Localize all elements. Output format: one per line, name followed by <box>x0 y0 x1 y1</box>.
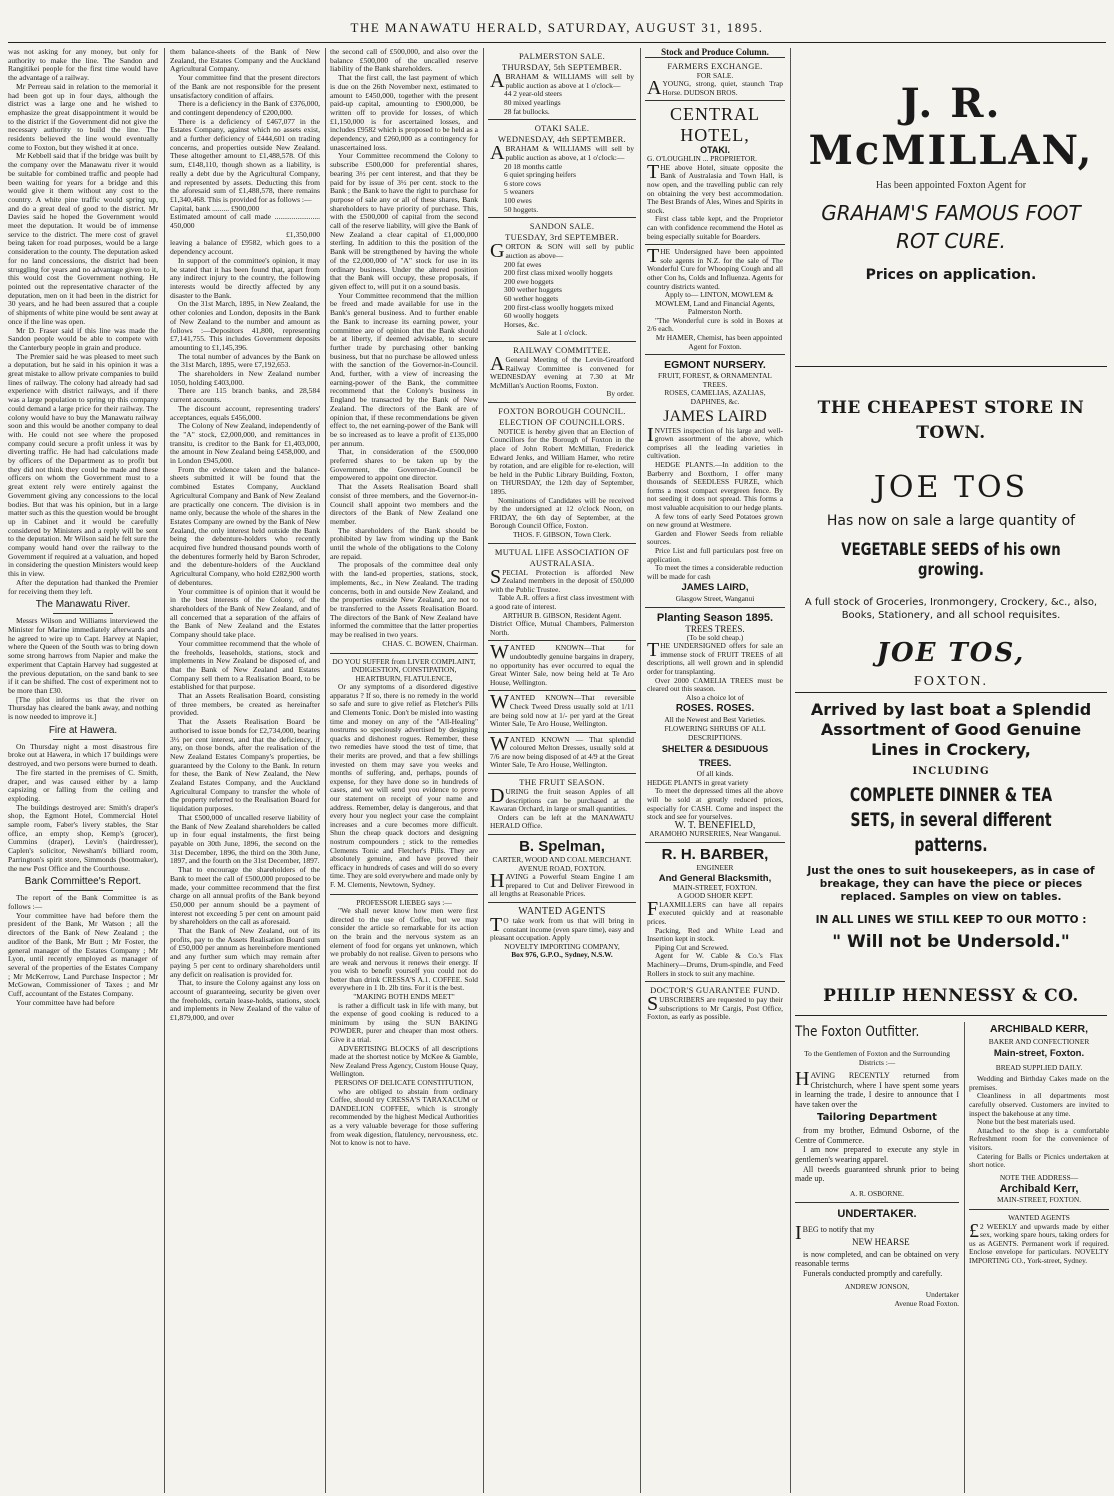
paragraph: [The pilot informs us that the river on Thursday has cleared the bank away, and nothing is now needed to improve it.] <box>8 694 158 722</box>
ad-heading: B. Spelman, <box>519 838 605 856</box>
ad-heading: DOCTOR'S GUARANTEE FUND. <box>650 985 780 996</box>
ad-subheading: NEW HEARSE <box>852 1237 910 1248</box>
signature: CHAS. C. BOWEN, Chairman. <box>382 638 478 648</box>
ad-body: All the Newest and Best Varieties. <box>664 715 766 725</box>
ad-subheading: Has now on sale a large quantity of <box>826 513 1076 529</box>
ad-body: Cleanliness in all departments most carefully observed. Customers are invited to inspect the bakehouse at any time. <box>969 1091 1109 1118</box>
masthead-rule <box>8 42 1106 43</box>
ad-subheading: FRUIT, FOREST, & ORNAMENTAL TREES. <box>658 371 772 389</box>
ad-product: VEGETABLE SEEDS of his own growing. <box>841 540 1061 580</box>
paragraph: them balance-sheets of the Bank of New Zealand, the Estates Company and the Auckland Agricultural Company. <box>170 48 320 74</box>
ad-heading: WANTED AGENTS <box>518 906 606 917</box>
ad-whooping-cough-cure <box>645 244 785 354</box>
ad-body: FLAXMILLERS can have all repairs executed quickly and at reasonable prices. <box>647 897 783 926</box>
ad-heading: The Foxton Outfitter. <box>795 1024 920 1040</box>
ad-body: First class table kept, and the Proprietor can with confidence recommend the Hotel as being especially suitable for Boarders. <box>647 214 783 241</box>
ad-heading: ARCHIBALD KERR, <box>990 1023 1088 1035</box>
divider <box>795 1202 959 1203</box>
ad-body: To the Gentlemen of Foxton and the Surrounding Districts :— <box>804 1049 950 1067</box>
ad-body: WANTED KNOWN — That splendid coloured Melton Dresses, usually sold at 7/6 are now being disposed of at 4/9 at the Great Winter Sale, Te Aro House, Wellington. <box>490 732 634 770</box>
ad-body: Garden and Flower Seeds from reliable sources. <box>647 528 783 547</box>
paragraph: There are 115 branch banks, and 28,584 current accounts. <box>170 386 320 405</box>
ad-body: Or any symptoms of a disordered digestive apparatus ? If so, there is no remedy in the world so safe and sure to give relief as Fletcher's Pills and Clements Tonic. Don't be misled into wasting time and money on any of the "All-Healing" nostrums so speciously advertised by designing quacks and dishonest rogues. Remember, these two remedies have stood the test of time, that their merits are proved, and that a few shillings invested on them may save you weeks and months of suffering, and, perhaps, pounds of expense, for they have done so in hundreds of cases, and we will send you evidence to prove our statement on receipt of your name and address. Remember, delay is dangerous, and that every hour you neglect your case the complaint increases and a cure becomes more difficult. Shun the cheap quack doctors and designing nostrum compounders ; stick to the remedies Clements Tonic and Fletcher's Pills. They are absolutely genuine, and have proved their efficacy in hundreds of cases and will do so every time. They are sold everywhere and made only by F. M. Clements, Newtown, Sydney. <box>330 682 478 889</box>
paragraph: Messrs Wilson and Williams interviewed the Minister for Marine immediately afterwards and he agreed to wire up to Capt. Harvey at Napier, where the Queen of the South was to bring down some strong harrows from Napier and make the experiment that Captain Harvey had suggested at the previous deputation, on the sand bank to see if it can be shifted. The cost of experiment not to be more than £30. <box>8 616 158 695</box>
ad-farmers-exchange <box>645 57 785 101</box>
paragraph: Mr D. Fraser said if this line was made the Sandon people would be able to compete with the Canterbury people in grain and produce. <box>8 325 158 352</box>
ad-body: I am now prepared to execute any style in gentlemen's wearing apparel. <box>795 1145 959 1165</box>
ad-planting-season <box>645 607 785 842</box>
ad-price: Prices on application. <box>865 267 1037 283</box>
ad-fruit-season <box>488 773 636 834</box>
paragraph: That, to insure the Colony against any loss on account of guaranteeing, security be given over the freeholds, certain lease-holds, stations, stock and implements in New Zealand of the value of £1,879,000, and over <box>170 978 320 1023</box>
signature: By order. <box>606 389 634 399</box>
paragraph: On Thursday night a most disastrous fire broke out at Hawera, in which 17 buildings were destroyed, and two persons were burned to death. <box>8 741 158 769</box>
ad-subheading: And General Blacksmith, <box>658 872 772 884</box>
ad-address: AVENUE ROAD, FOXTON. <box>518 863 606 873</box>
ad-body: SUBSCRIBERS are requested to pay their subscriptions to Mr Cargis, Post Office, Foxton, as early as possible. <box>647 993 783 1022</box>
ad-motto: " Will not be Undersold." <box>832 932 1070 952</box>
capital-total: £1,350,000 <box>286 229 320 239</box>
paragraph: Your committee have had before <box>16 997 115 1007</box>
paragraph: The Colony of New Zealand, independently of the "A" stock, £2,000,000, and remittances in transitu, is creditor to the Bank for £1,403,000, the amount in New Zealand being £458,000, and in London £945,000. <box>170 421 320 466</box>
ad-heading: UNDERTAKER. <box>837 1208 917 1221</box>
ad-body: Over 2000 CAMELIA TREES must be cleared out this season. <box>647 675 783 694</box>
paragraph: That an Assets Realisation Board, consisting of three members, be created as hereinafter provided. <box>170 691 320 718</box>
ad-body: HAVING a Powerful Steam Engine I am prepared to Cut and Deliver Firewood in all lengths at Reasonable Prices. <box>490 870 634 899</box>
list-item: 60 wether hoggets <box>504 293 559 303</box>
column-rule <box>164 48 165 1493</box>
paragraph: The discount account, representing traders' acceptances, equals £456,000. <box>170 403 320 422</box>
divider <box>53 613 113 614</box>
column-rule <box>964 1022 965 1493</box>
ad-address: MAIN-STREET, FOXTON. <box>996 1195 1082 1205</box>
signature: THOS. F. GIBSON, Town Clerk. <box>512 530 612 539</box>
paragraph: Your Committee recommend the Colony to subscribe £500,000 for preferential shares, bearing 3½ per cent interest, and that they be paid for by issue of 3½ per cent. stock to the Bank ; the Bank to have the right to purchase for purpose of sale any or all of these shares, Bank shareholders to have priority of purchase. This, with the £500,000 of capital from the second call of the reserve liability, will give the Bank of New Zealand a clear capital of £1,000,000 sterling. In addition to this the position of the Bank will be strengthened by having the whole of the £2,000,000 of "A" stock for use in its ordinary business. Under the altered position that the Bank will occupy, these proposals, if given effect to, will put it on a sound basis. <box>330 151 478 291</box>
ad-body: is rather a difficult task in life with many, but the expense of good cooking is reduced to a minimum by using the SUN BAKING POWDER, purer and cheaper than most others. Give it a trial. <box>330 1000 478 1045</box>
ad-heading: Planting Season 1895. <box>656 611 774 624</box>
ad-heading: FARMERS EXCHANGE. <box>667 60 763 71</box>
ad-date: WEDNESDAY, 4th SEPTEMBER. <box>498 134 626 145</box>
ad-body: AYOUNG, strong, quiet, staunch Trap Horse. DUDSON BROS. <box>647 77 783 100</box>
paragraph: The shareholders in New Zealand number 1050, holding £403,000. <box>170 369 320 387</box>
list-item: 28 fat bullocks. <box>504 106 550 116</box>
ad-body: Orders can be left at the MANAWATU HERALD Office. <box>490 812 634 831</box>
ad-heading: PERSONS OF DELICATE CONSTITUTION, <box>334 1078 474 1088</box>
ad-heading: CENTRAL HOTEL, <box>670 104 760 146</box>
paragraph: Your committee find that the present directors of the Bank are not responsible for the present unsatisfactory condition of affairs. <box>170 73 320 100</box>
ad-body: from my brother, Edmund Osborne, of the Centre of Commerce. <box>795 1126 959 1145</box>
ad-body: Packing, Red and White Lead and Insertion kept in stock. <box>647 925 783 944</box>
divider <box>53 739 113 740</box>
paragraph: That £500,000 of uncalled reserve liability of the Bank of New Zealand shareholders be called up in four equal instalments, the first being payable on 30th June, 1896, the second on the 31st December, 1896, the third on the 30th June, 1897, and the fourth on the 31st December, 1897. <box>170 812 320 866</box>
ad-heading: JOE TOS <box>873 470 1029 505</box>
list-item: 60 woolly hoggets <box>504 311 559 321</box>
masthead-title: THE MANAWATU HERALD, SATURDAY, AUGUST 31, 1895. <box>350 20 764 35</box>
ad-subheading: FOR SALE. <box>696 70 734 80</box>
ad-address: District Office, Mutual Chambers, Palmerston North. <box>490 619 634 637</box>
ad-heading: SHELTER & DESIDUOUS TREES. <box>661 744 769 769</box>
paragraph: That, in consideration of the £500,000 preferred shares to be taken up by the Government, the Governor-in-Council be empowered to appoint one director. <box>330 447 478 483</box>
paragraph: There is a deficiency in the Bank of £376,000, and contingent dependency of £200,000. <box>170 99 320 117</box>
list-item: 5 weaners <box>504 187 534 197</box>
ad-rh-barber <box>645 842 785 981</box>
paragraph: The total number of advances by the Bank on the 31st March, 1895, were £7,192,653. <box>170 351 320 370</box>
divider <box>795 1015 1107 1016</box>
ad-body: THE Undersigned have been appointed sole agents in N.Z. for the sale of The Wonderful Cure for Whooping Cough and all other Con hs, Colds and Influenza. Agents for country districts wanted. <box>647 245 783 291</box>
ad-proprietor: G. O'LOUGHLIN ... PROPRIETOR. <box>647 154 758 164</box>
column-1 <box>8 48 158 1493</box>
paragraph: From the evidence taken and the balance-sheets submitted it will be found that the combined Estates Company, Auckland Agricultural Company and Bank of New Zealand are practically one concern. The division is in name only, because the whole of the shares in the Estates Company are owned by the Bank of New Zealand, the only interest held outside the Bank being the debenture-holders who recently acquired five hundred thousand pounds worth of the debentures formerly held by Baron Schroder, and the debenture-holders of the Auckland Agricultural Company, who hold £282,900 worth of debentures. <box>170 464 320 587</box>
ad-body: Also a choice lot of <box>686 692 744 702</box>
paragraph: That to encourage the shareholders of the Bank to meet the call of £500,000 proposed to be made, your committee recommend that the first charge on all annual profits of the Bank beyond £50,000 per annum should be a payment of interest not exceeding 5 per cent on amount paid by shareholders on the call as aforesaid. <box>170 865 320 927</box>
ad-heading: RAILWAY COMMITTEE. <box>513 344 611 355</box>
paragraph: The report of the Bank Committee is as follows :— <box>8 893 158 911</box>
ad-otaki-sale <box>488 119 636 217</box>
column-3 <box>330 48 478 1493</box>
divider <box>330 653 478 654</box>
divider <box>795 366 1107 367</box>
column-rule <box>483 48 484 1493</box>
ad-body: Wedding and Birthday Cakes made on the premises. <box>969 1074 1109 1092</box>
ad-body: None but the best materials used. <box>977 1117 1076 1127</box>
paragraph: The buildings destroyed are: Smith's draper's shop, the Egmont Hotel, Commercial Hotel sample room, Faber's livery stables, the Star office, an empty shop, Kemp's (grocer), Cummins (draper), Levin's (hairdresser), Caplen's solicitor, Newsham's billiard room, Parrington's spirit store, Simmonds (bootmaker), the new Post Office and the Courthouse. <box>8 802 158 873</box>
ad-archibald-kerr <box>969 1022 1109 1493</box>
ad-foxton-borough-council <box>488 402 636 543</box>
ad-body: Apply to— LINTON, MOWLEM & MOWLEM, Land and Financial Agents, Palmerston North. <box>655 290 775 317</box>
list-item: 200 fat ewes <box>504 259 542 269</box>
ad-heading: JAMES LAIRD <box>663 407 767 425</box>
ad-body: Attached to the shop is a comfortable Refreshment room for the convenience of visitors. <box>969 1125 1109 1152</box>
heading-fire-at-hawera: Fire at Hawera. <box>48 724 118 736</box>
ad-body: HEDGE PLANTS.—In addition to the Barberry and Boxthorn, I offer many thousands of SEEDLESS FURZE, which forms a most compact evergreen fence. By not seeding it does not spread. This forms a most valuable acquisition to our hedge plants. <box>647 460 783 512</box>
article-intro: was not asking for any money, but only for authority to make the line. The Sandon and Rangitikei people for the first time would have the advantage of a railway. <box>8 48 158 83</box>
signature: A. R. OSBORNE. <box>849 1188 904 1198</box>
column-5 <box>645 48 785 1493</box>
ad-date: TUESDAY, 3rd SEPTEMBER. <box>505 232 619 243</box>
ad-body: HEDGE PLANTS in great variety <box>647 777 749 787</box>
ad-body: To meet the times a considerable reduction will be made for cash <box>647 563 783 581</box>
ad-address: Box 976, G.P.O., Sydney, N.S.W. <box>511 950 613 960</box>
ad-body: A full stock of Groceries, Ironmongery, Crockery, &c., also, Books, Stationery, and all school requisites. <box>804 597 1098 621</box>
ad-address: Main-street, Foxton. <box>993 1047 1085 1059</box>
paragraph: Your committee have had before them the president of the Bank, Mr Watson ; all the directors of the Bank of New Zealand ; the auditor of the Bank, Mr Butt ; Mr Foster, the general manager of the Estates Company ; Mr Lyon, until recently employed as manager of several of the properties of the Estates Company ; Mr McKerrow, Land Purchase Inspector ; Mr McGowan, Commissioner of Taxes ; and Mr Cuff, accountant of the Estates Company. <box>8 910 158 999</box>
ad-body: Price List and full particulars post free on application. <box>647 545 783 564</box>
ad-footer: Sale at 1 o'clock. <box>536 328 588 338</box>
ad-heading: J. R. McMILLAN, <box>808 80 1094 174</box>
ad-product: GRAHAM'S FAMOUS FOOT ROT CURE. <box>821 201 1081 253</box>
ad-heading: SANDON SALE. <box>529 221 595 232</box>
list-item: 200 first-class woolly hoggets mixed <box>504 302 614 312</box>
ad-body: Nominations of Candidates will be received by the undersigned at 12 o'clock Noon, on FRIDAY, the 6th day of September, at the Borough Council Office, Foxton. <box>490 495 634 531</box>
paragraph: That the Assets Realisation Board shall consist of three members, and the Governor-in-Council shall appoint two members and the directors of the Bank of New Zealand one member. <box>330 482 478 526</box>
ad-body: SPECIAL Protection is afforded New Zealand members in the deposit of £50,000 with the Public Trustee. <box>490 565 634 594</box>
ad-heading: PALMERSTON SALE. <box>518 51 606 61</box>
ad-subheading: ROSES, CAMELIAS, AZALIAS, DAPHNES, &c. <box>664 388 766 407</box>
paragraph: The shareholders of the Bank should be prohibited by law from winding up the Bank until the whole of the obligations to the Colony are repaid. <box>330 525 478 561</box>
list-item: 20 18 months cattle <box>504 161 563 171</box>
ad-body: A GOOD SHOER KEPT. <box>677 891 753 901</box>
ad-body: Piping Cut and Screwed. <box>655 942 729 952</box>
signature: ARTHUR B. GIBSON, Resident Agent. <box>502 610 622 620</box>
ad-jr-mcmillan <box>795 80 1107 283</box>
signature: Archibald Kerr, <box>999 1183 1079 1196</box>
paragraph: Your committee recommend that the whole of the freeholds, leaseholds, stations, stock and implements in New Zealand be disposed of, and that the Bank of New Zealand and Estates Company sell them to a Realisation Board, to be established for that purpose. <box>170 638 320 692</box>
paragraph: After the deputation had thanked the Premier for receiving them they left. <box>8 577 158 596</box>
ad-heading: WANTED AGENTS <box>1008 1212 1070 1222</box>
ad-body: THE above Hotel, situate opposite the Bank of Australasia and Town Hall, is now open, and the travelling public can rely on obtaining the very best accommodation. The Best Brands of Ales, Wines and Spirits in stock. <box>647 160 783 215</box>
paragraph: Mr Kebbell said that if the bridge was built by the company over the Manawatu river it would be suitable for combined traffic and people had been waiting for years for a bridge and this would give it them without any cost to the country. A white pine traffic would spring up, and do a great deal of good to the district. Mr Davies said he hoped the Government would meet the deputation. It would be of immense service to the district. The mere cost of gravel being taken for road purposes, would be a large consideration to the county. The deputation asked for no land concessions, the district had been struggling for years and no advantage given to it, this would cost the Government nothing. He pointed out the representative character of the deputation, men on it had been in the district for 30 years, and he had been assured that a couple of shipments of white pine would be sent away at once if the line was open. <box>8 151 158 326</box>
signature: JOE TOS, <box>876 638 1026 668</box>
ad-subheading: TREES TREES. <box>685 623 745 634</box>
ad-heading: ROSES. ROSES. <box>675 703 755 715</box>
ad-body: Undertaker <box>925 1290 959 1300</box>
ad-heading: OTAKI SALE. <box>534 123 590 134</box>
masthead <box>0 0 1114 46</box>
capital-line: Capital, bank ......... £900,000 <box>170 203 260 213</box>
ad-subheading: ELECTION OF COUNCILLORS. <box>499 416 625 427</box>
ad-address: Avenue Road Foxton. <box>894 1298 959 1308</box>
paragraph: The fire started in the premises of C. Smith, draper, and was caused either by a lamp capsizing or falling from the ceiling and exploding. <box>8 767 158 803</box>
ad-body: Funerals conducted promptly and carefully. <box>803 1268 943 1278</box>
ad-body: Catering for Balls or Picnics undertaken at short notice. <box>969 1151 1109 1170</box>
ad-subheading: ENGINEER <box>696 863 734 872</box>
paragraph: Mr Perreau said in relation to the memorial it had been got up in four days, although the district was a large one and he wished to emphasize the great disappointment it would be to the district if the Government did not give the necessary authority to build the line. The residents believed the line would eventually come to Foxton, but they wished it at once. <box>8 81 158 152</box>
paragraph: That the Bank of New Zealand, out of its profits, pay to the Assets Realisation Board sum of £50,000 per annum as hereinbefore mentioned and any further sum which may remain after paying 5 per cent to ordinary shareholders until any deficit on realisation is provided for. <box>170 926 320 979</box>
ad-heading: MUTUAL LIFE ASSOCIATION OF AUSTRALASIA. <box>494 546 630 568</box>
capital-line: Estimated amount of call made ........................ 450,000 <box>170 212 320 231</box>
ad-body: WANTED KNOWN—That for undoubtedly genuine bargains in drapery, no opportunity has ever occurred to equal the Great Winter Sale, now being held at Te Aro House, Wellington. <box>490 641 634 687</box>
paragraph: In support of the committee's opinion, it may be stated that it has been found that, apart from any indirect injury to the country, the following interests would be directly affected by any disaster to the Bank. <box>170 255 320 300</box>
ad-body: who are obliged to abstain from ordinary Coffee, should try CRESSA'S TARAXACUM or DANDELION COFFEE, which is strongly recommended by the highest Medical Authorities as a very valuable beverage for those suffering from weak digestion, flatulency, nervousness, etc. Not to know is not to have. <box>330 1086 478 1148</box>
ad-heading: Arrived by last boat a Splendid Assortment of Good Genuine Lines in Crockery, <box>810 700 1092 759</box>
list-item: 50 hoggets. <box>504 204 539 214</box>
ad-subheading: CARTER, WOOD AND COAL MERCHANT. <box>492 855 632 865</box>
ad-philip-hennessy <box>795 700 1107 1006</box>
ad-body: GORTON & SON will sell by public auction as above— <box>490 240 634 263</box>
column-rule <box>325 48 326 1493</box>
paragraph: That the first call, the last payment of which is due on the 26th November next, estimated to amount to £450,000, together with the present paid-up capital, amounting to £900,000, be written off to provide for losses, of which £1,150,000 is for ascertained losses, and includes £9582 which is proposed to be held as a dependency, and £260,000 as a contingency for unascertained loss. <box>330 73 478 152</box>
ad-subheading: BAKER AND CONFECTIONER <box>988 1037 1090 1046</box>
column-rule <box>640 48 641 1493</box>
ad-sandon-sale <box>488 217 636 341</box>
ad-egmont-nursery <box>645 354 785 607</box>
list-item: 300 wether hoggets <box>504 285 562 295</box>
ad-body: Table A.R. offers a first class investment with a good rate of interest. <box>490 593 634 611</box>
ad-body: IN ALL LINES WE STILL KEEP TO OUR MOTTO : <box>815 914 1087 926</box>
ad-product: COMPLETE DINNER & TEA SETS, in several different patterns. <box>849 784 1053 856</box>
ad-subheading: Tailoring Department <box>817 1111 937 1123</box>
heading-bank-committee: Bank Committee's Report. <box>24 876 142 888</box>
list-item: 200 ewe hoggets <box>504 276 554 286</box>
list-item: 80 mixed yearlings <box>504 98 561 107</box>
ad-wanted-known-2 <box>488 690 636 731</box>
ad-subheading: Has been appointed Foxton Agent for <box>875 180 1027 191</box>
ad-body: TO take work from us that will bring in constant income (even spare time), easy and pleasant occupation. Apply <box>490 914 634 943</box>
paragraph: That the Assets Realisation Board be authorised to issue bonds for £2,734,000, bearing 3½ per cent interest, and that the deficiency, if any, on those bonds, after the realisation of the New Zealand Estates Company's properties, be guaranteed by the Colony to the Bank. In return for these, the Bank of New Zealand, the New Zealand Estates Company, and the Auckland Agricultural Company to transfer the whole of the property referred to the Realisation Board for liquidation purposes. <box>170 717 320 814</box>
ad-body: DURING the fruit season Apples of all descriptions can be purchased at the Kawaran Orchard, in large or small quantities. <box>490 785 634 814</box>
divider <box>969 1209 1109 1210</box>
ad-heading: EGMONT NURSERY. <box>664 359 766 372</box>
ad-body: WANTED KNOWN—That reversible Check Tweed Dress usually sold at 1/11 are being sold now at 1/- per yard at the Great Winter Sale, Te Aro House, Wellington. <box>490 691 634 729</box>
ad-address: MAIN-STREET, FOXTON. <box>672 882 758 892</box>
ad-wanted-agents <box>488 902 636 963</box>
signature: JAMES LAIRD, <box>681 582 749 594</box>
ad-body: FLOWERING SHRUBS OF ALL DESCRIPTIONS. <box>664 723 766 742</box>
column-2 <box>170 48 320 1493</box>
divider <box>795 692 1107 693</box>
paragraph: The Premier said he was pleased to meet such a deputation, but he said in his opinion it was a great mistake to allow private companies to build lines of railway. The colony had already had sad experience with district railways, and if there was a large population to spring up this company could demand a large price for their railway. The colony would have to buy the Manawatu railway soon and this would be another company to deal with. He could not see where the proposed company could secure a profit unless it was by diverting traffic. He had had calculations made by officers of the Department as to profit but they did not think they could be made and these officers on whom the Government must to a great extent rely were entirely against the Government giving any concessions to the local bodies. But that was his opinion, but in a large matter such as this the question would be brought up in Cabinet and it would be carefully considered by Ministers and a reply will be sent to the deputation. Mr Wilson said he felt sure the company would hand over the railway to the Government if required at a valuation, and hoped in considering the question Ministers would keep this in view. <box>8 351 158 579</box>
list-item: 100 ewes <box>504 195 532 205</box>
ad-subheading: (To be sold cheap.) <box>686 632 744 642</box>
list-item: 6 store cows <box>504 178 541 188</box>
divider <box>330 894 478 895</box>
ad-body: ABRAHAM & WILLIAMS will sell by public auction as above, at 1 o'clock:— <box>490 142 634 165</box>
ad-wanted-known-1 <box>488 640 636 690</box>
column-4 <box>488 48 636 1493</box>
ad-body: Of all kinds. <box>696 769 734 779</box>
ad-heading: FOXTON BOROUGH COUNCIL. <box>498 405 626 416</box>
ad-body: THE UNDERSIGNED offers for sale an immense stock of FRUIT TREES of all descriptions, all well grown and in splendid order for transplanting. <box>647 639 783 676</box>
ad-heading: PROFESSOR LIEBEG says :— <box>356 897 452 907</box>
ad-body: HAVING RECENTLY returned from Christchurch, where I have spent some years in learning the trade, I desire to announce that I have taken over the <box>795 1068 959 1109</box>
ad-central-hotel <box>645 100 785 244</box>
divider <box>53 890 113 891</box>
paragraph: Your Committee recommend that the million be freed and made available for use in the Bank's general business. And to further enable the Bank to increase its earning power, your committee are of opinion that the Bank should be at liberty, if deemed advisable, to secure further trade by purchasing other banking business, but that no purchase be allowed unless with the sanction of the Governor-in-Council. And, further, with a view of increasing the earning-power of the Bank, the committee recommend that the Colony's business in England be transacted by the Bank of New Zealand. The directors of the Bank are of opinion that, if these recommendations be given effect to, the net earning-power of the Bank will be so increased as to leave a profit of £135,000 per annum. <box>330 290 478 448</box>
ad-mutual-life <box>488 543 636 641</box>
signature: PHILIP HENNESSY & CO. <box>823 986 1079 1006</box>
ad-body: Mr HAMER, Chemist, has been appointed Agent for Foxton. <box>655 333 783 351</box>
ad-body: To meet the depressed times all the above will be sold at greatly reduced prices, especially for CASH. Come and inspect the stock and see for yourselves. <box>647 786 783 822</box>
ad-body: AGeneral Meeting of the Levin-Greatford Railway Committee is convened for WEDNESDAY evening at 7.30 at Mr McMillan's Auction Rooms, Foxton. <box>490 352 634 390</box>
section-heading: Stock and Produce Column. <box>661 48 769 57</box>
ad-palmerston-sale <box>488 48 636 119</box>
signature: ANDREW JONSON, <box>844 1281 910 1291</box>
paragraph: leaving a balance of £9582, which goes to a dependency account. <box>170 238 320 257</box>
ad-body: ADVERTISING BLOCKS of all descriptions made at the shortest notice by McKee & Gamble, New Zealand Press Agency, Custom House Quay, Wellington. <box>330 1043 478 1079</box>
ad-heading: THE FRUIT SEASON. <box>519 777 605 788</box>
ad-body: NOTICE is hereby given that an Election of Councillors for the Borough of Foxton in the place of John Robert McMillan, Frederick Edward Jenks, and William Hamer, who retire by rotation, and are eligible for re-election, will be held in the Public Library Building, Foxton, on THURSDAY, the 12th day of September, 1895. <box>490 426 634 497</box>
list-item: 44 2 year-old steers <box>504 89 562 99</box>
ad-spelman <box>488 834 636 902</box>
paragraph: On the 31st March, 1895, in New Zealand, the other colonies and London, deposits in the Bank of New Zealand to the number and amount as follows :—Depositors 41,800, representing £7,141,755. This includes Government deposits amounting to £1,145,396. <box>170 299 320 352</box>
ad-doctors-guarantee-fund <box>645 981 785 1025</box>
ad-body: All tweeds guaranteed shrunk prior to being made up. <box>795 1164 959 1184</box>
paragraph: There is a deficiency of £467,077 in the Estates Company, against which no assets exist, and a further deficiency of £444,601 on trading concerns, and properties outside New Zealand. These altogether amount to £1,488,578. Of this sum, £148,110, though shown as a liability, is really a debt due by the Agricultural Company, and represented by assets. Deducting this from the aforesaid sum of £1,488,578, there remains £1,340,468. This is provided for as follows :— <box>170 116 320 204</box>
ad-heading: DO YOU SUFFER from LIVER COMPLAINT, INDIGESTION, CONSTIPATION, HEARTBURN, FLATULENCE, <box>332 656 476 683</box>
paragraph: the second call of £500,000, and also over the balance £500,000 of the uncalled reserve liability of the Bank shareholders. <box>330 48 478 74</box>
ad-address: FOXTON. <box>913 674 989 689</box>
ad-joe-tos <box>795 396 1107 690</box>
ad-date: THURSDAY, 5th SEPTEMBER. <box>501 62 623 72</box>
ad-heading: "MAKING BOTH ENDS MEET" <box>353 992 455 1002</box>
signature: NOVELTY IMPORTING COMPANY, <box>504 941 620 951</box>
ad-body: A few tons of early Seed Potatoes grown on new ground at Westmere. <box>647 511 783 530</box>
ad-subheading: BREAD SUPPLIED DAILY. <box>995 1062 1083 1072</box>
ad-body: INVITES inspection of his large and well-grown assortment of the above, which comprises all the leading varieties in cultivation. <box>647 423 783 461</box>
ad-heading: THE CHEAPEST STORE IN TOWN. <box>817 398 1085 443</box>
paragraph: Your committee is of opinion that it would be in the best interests of the Colony, of the shareholders of the Bank of New Zealand, and of all concerned that a separation of the affairs of the Bank of New Zealand and the Estates Company should take place. <box>170 586 320 640</box>
ad-body: IBEG to notify that my <box>795 1222 875 1245</box>
list-item: 200 first class mixed woolly hoggets <box>504 268 613 278</box>
ad-body: "We shall never know how men were first directed to the use of Coffee, but we may consider the article so remarkable for its action on the brain and the nervous system as an element of food for organs yet unknown, which we probably do not realise. Given to persons who are weak and nervous it renews their energy. If you wish to benefit yourself you could not do better than drink CRESSA'S A.1. COFFEE. Sold everywhere in 1 lb. 2lb tins. For it is the best. <box>330 906 478 993</box>
ad-body: "The Wonderful cure is sold in Boxes at 2/6 each. <box>647 315 783 334</box>
ad-body: NOTE THE ADDRESS— <box>999 1172 1079 1182</box>
heading-manawatu-river: The Manawatu River. <box>35 599 131 611</box>
ad-town: OTAKI. <box>700 145 730 156</box>
ad-body: £2 WEEKLY and upwards made by either sex, working spare hours, taking orders for us as AGENTS. Permanent work if required. Enclose envelope for particulars. NOVELTY IMPORTING CO., York-street, Sydney. <box>969 1219 1109 1265</box>
ad-foxton-outfitter <box>795 1022 959 1493</box>
ad-wanted-known-3 <box>488 732 636 773</box>
ad-subheading: INCLUDING <box>912 766 990 777</box>
ad-body: Agent for W. Cable & Co.'s Flax Machinery—Drums, Drum-spindle, and Feed Rollers in stock to suit any machine. <box>647 951 783 978</box>
ad-body: Just the ones to suit housekeepers, as in case of breakage, they can have the piece or pieces replaced. Samples on view on tables. <box>807 865 1095 903</box>
list-item: Horses, &c. <box>504 319 540 329</box>
list-item: 6 quiet springing heifers <box>504 170 577 180</box>
column-rule <box>790 48 791 1493</box>
ad-body: is now completed, and can be obtained on very reasonable terms <box>795 1249 959 1269</box>
signature: W. T. BENEFIELD, <box>674 819 756 831</box>
ad-address: ARAMOHO NURSERIES, Near Wanganui. <box>649 829 781 839</box>
ad-body: ABRAHAM & WILLIAMS will sell by public auction as above at 1 o'clock— <box>490 70 634 92</box>
ad-railway-committee <box>488 341 636 402</box>
ad-heading: R. H. BARBER, <box>661 846 769 863</box>
ad-address: Glasgow Street, Wanganui <box>675 594 755 604</box>
paragraph: The proposals of the committee deal only with the land-ed properties, stations, stock, implements, &c., in New Zealand. The trading concerns, both in and outside New Zealand, and the properties outside New Zealand, are not to be transferred to the Assets Realisation Board. The directors of the Bank of New Zealand have informed the committee that the latter properties may be realised in two years. <box>330 560 478 640</box>
